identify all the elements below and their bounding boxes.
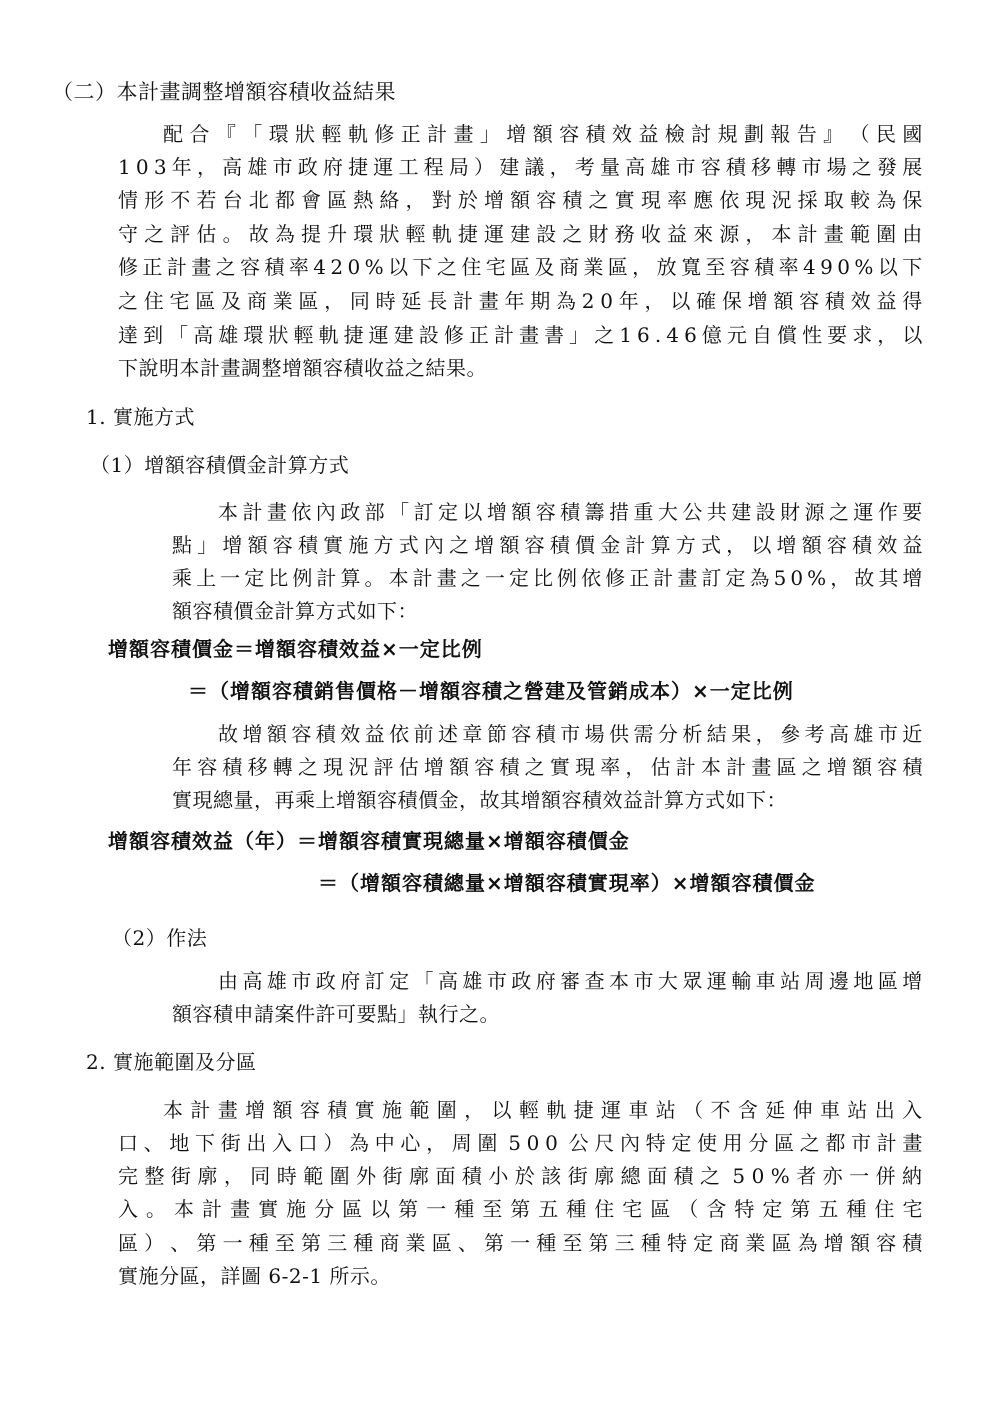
paragraph-line: 守 之 評 估 。 故 為 提 升 環 狀 輕 軌 捷 運 建 設 之 財 務 收 益 來 源 ， 本 計 畫 範 圍 由	[118, 222, 923, 246]
section-title: （二）本計畫調整增額容積收益結果	[52, 80, 396, 104]
paragraph-line: 修 正 計 畫 之 容 積 率 4 2 0 % 以 下 之 住 宅 區 及 商 業 區 ， 放 寬 至 容 積 率 4 9 0 % 以 下	[118, 255, 923, 279]
paragraph-line: 完 整 街 廓 ， 同 時 範 圍 外 街 廓 面 積 小 於 該 街 廓 總 面 積 之 5 0 % 者 亦 一 併 納	[118, 1164, 923, 1188]
paragraph-line: 由 高 雄 市 政 府 訂 定 「 高 雄 市 政 府 審 查 本 市 大 眾 運 輸 車 站 周 邊 地 區 增	[218, 969, 923, 993]
paragraph-line: 下說明本計畫調整增額容積收益之結果。	[118, 356, 487, 380]
paragraph-line: 乘 上 一 定 比 例 計 算 。 本 計 畫 之 一 定 比 例 依 修 正 計 畫 訂 定 為 5 0 % ， 故 其 增	[172, 566, 923, 590]
item2-heading: 2. 實施範圍及分區	[86, 1050, 257, 1074]
paragraph-line: 年 容 積 移 轉 之 現 況 評 估 增 額 容 積 之 實 現 率 ， 估 計 本 計 畫 區 之 增 額 容 積	[172, 755, 923, 779]
paragraph-line: 實施分區，詳圖 6-2-1 所示。	[118, 1264, 391, 1288]
sub2-heading: （2）作法	[112, 926, 208, 950]
paragraph-line: 點 」 增 額 容 積 實 施 方 式 內 之 增 額 容 積 價 金 計 算 方 式 ， 以 增 額 容 積 效 益	[172, 533, 923, 557]
paragraph-line: 入 。 本 計 畫 實 施 分 區 以 第 一 種 至 第 五 種 住 宅 區 （ 含 特 定 第 五 種 住 宅	[118, 1197, 923, 1221]
item1-heading: 1. 實施方式	[86, 405, 195, 429]
paragraph-line: 達 到 「 高 雄 環 狀 輕 軌 捷 運 建 設 修 正 計 畫 書 」 之 1 6 . 4 6 億 元 自 償 性 要 求 ， 以	[118, 323, 923, 347]
paragraph-line: 實現總量，再乘上增額容積價金，故其增額容積效益計算方式如下：	[172, 788, 787, 812]
formula-benefit-line2: ＝（增額容積總量×增額容積實現率）×增額容積價金	[318, 871, 816, 895]
paragraph-line: 額容積申請案件許可要點」執行之。	[172, 1002, 500, 1026]
paragraph-line: 配 合 『 「 環 狀 輕 軌 修 正 計 畫 」 增 額 容 積 效 益 檢 討 規 劃 報 告 』 （ 民 國	[163, 122, 923, 146]
sub1-heading: （1）增額容積價金計算方式	[90, 453, 350, 477]
paragraph-line: 本 計 畫 增 額 容 積 實 施 範 圍 ， 以 輕 軌 捷 運 車 站 （ 不 含 延 伸 車 站 出 入	[163, 1098, 923, 1122]
paragraph-line: 本 計 畫 依 內 政 部 「 訂 定 以 增 額 容 積 籌 措 重 大 公 共 建 設 財 源 之 運 作 要	[218, 500, 923, 524]
formula-price-line1: 增額容積價金＝增額容積效益×一定比例	[108, 637, 483, 661]
formula-price-line2: ＝（增額容積銷售價格－增額容積之營建及管銷成本）×一定比例	[188, 679, 794, 703]
paragraph-line: 1 0 3 年 ， 高 雄 市 政 府 捷 運 工 程 局 ） 建 議 ， 考 量 高 雄 市 容 積 移 轉 市 場 之 發 展	[118, 155, 923, 179]
paragraph-line: 故 增 額 容 積 效 益 依 前 述 章 節 容 積 市 場 供 需 分 析 結 果 ， 參 考 高 雄 市 近	[218, 722, 923, 746]
paragraph-line: 區 ） 、 第 一 種 至 第 三 種 商 業 區 、 第 一 種 至 第 三 種 特 定 商 業 區 為 增 額 容 積	[118, 1231, 923, 1255]
paragraph-line: 口 、 地 下 街 出 入 口 ） 為 中 心 ， 周 圍 5 0 0 公 尺 內 特 定 使 用 分 區 之 都 市 計 畫	[118, 1131, 923, 1155]
paragraph-line: 之 住 宅 區 及 商 業 區 ， 同 時 延 長 計 畫 年 期 為 2 0 年 ， 以 確 保 增 額 容 積 效 益 得	[118, 289, 923, 313]
paragraph-line: 情 形 不 若 台 北 都 會 區 熱 絡 ， 對 於 增 額 容 積 之 實 現 率 應 依 現 況 採 取 較 為 保	[118, 188, 923, 212]
formula-benefit-line1: 增額容積效益（年）＝增額容積實現總量×增額容積價金	[108, 829, 630, 853]
paragraph-line: 額容積價金計算方式如下：	[172, 599, 418, 623]
